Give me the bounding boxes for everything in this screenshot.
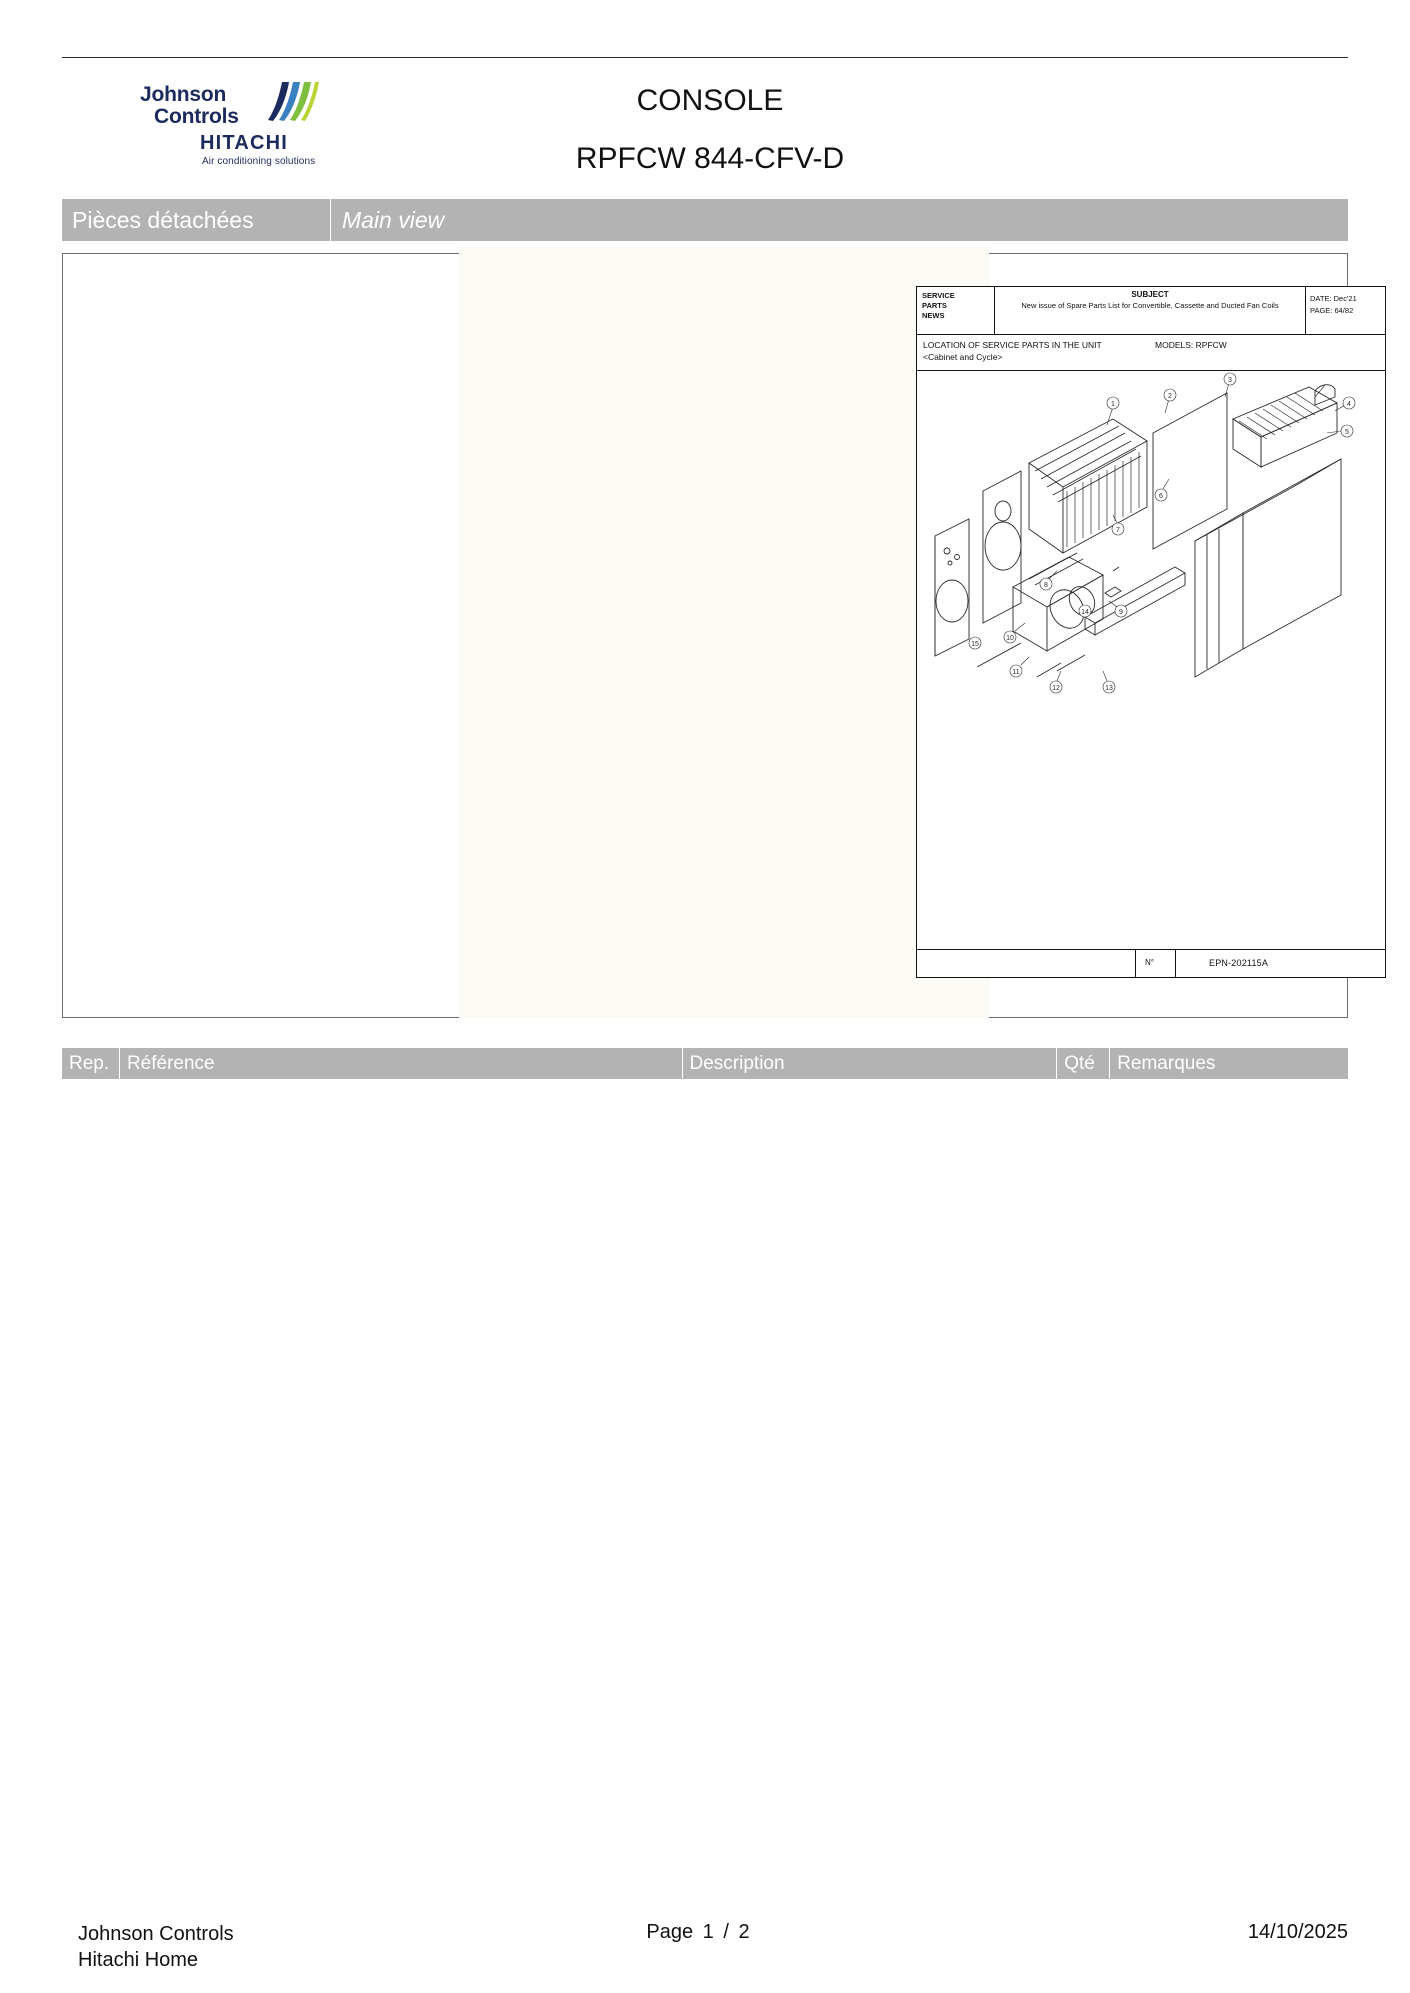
footer-page-separator: / <box>723 1921 729 1943</box>
svg-text:10: 10 <box>1006 635 1014 642</box>
svg-text:13: 13 <box>1105 685 1113 692</box>
models-info <box>1155 339 1227 351</box>
column-header-description: Description <box>689 1052 785 1074</box>
drawing-frame <box>62 253 1357 1018</box>
footer-company-line2: Hitachi Home <box>78 1949 199 1971</box>
bottom-divider-1 <box>1135 950 1136 978</box>
titleblock-top-row <box>917 287 1385 335</box>
footer-page-current: 1 <box>702 1921 714 1943</box>
drawing-canvas <box>459 247 1357 1019</box>
doctype-line3: NEWS <box>922 311 945 320</box>
brand-tagline: Air conditioning solutions <box>202 156 316 167</box>
svg-text:15: 15 <box>971 641 979 648</box>
svg-text:1: 1 <box>1111 401 1115 408</box>
subject-label: SUBJECT <box>1131 290 1169 299</box>
footer-date: 14/10/2025 <box>1247 1921 1348 1943</box>
page-subtitle: RPFCW 844-CFV-D <box>575 142 845 175</box>
subject-text: New issue of Spare Parts List for Convertible, Cassette and Ducted Fan Coils <box>1021 301 1279 310</box>
svg-text:9: 9 <box>1119 609 1123 616</box>
date-label: DATE: <box>1310 294 1332 303</box>
drawing-number-label: N° <box>1145 958 1154 967</box>
column-header-remarks: Remarques <box>1117 1052 1216 1074</box>
titleblock-subject <box>995 287 1306 335</box>
header-rule <box>62 57 1348 58</box>
section-bar <box>62 199 1348 241</box>
footer-pagination <box>500 1921 900 1944</box>
svg-text:11: 11 <box>1012 669 1020 676</box>
page-label: PAGE: <box>1310 306 1333 315</box>
svg-text:14: 14 <box>1081 609 1089 616</box>
hitachi-wordmark: HITACHI <box>200 132 289 154</box>
technical-drawing-sheet <box>916 286 1386 978</box>
doctype-line2: PARTS <box>922 301 947 310</box>
date-value: Dec'21 <box>1333 294 1357 303</box>
footer-company-line1: Johnson Controls <box>78 1923 234 1945</box>
brand-name-line1: Johnson <box>140 83 227 106</box>
brand-logo <box>140 78 330 176</box>
svg-text:12: 12 <box>1052 685 1060 692</box>
titleblock-date-page <box>1306 287 1386 335</box>
doctype-line1: SERVICE <box>922 291 955 300</box>
footer-page-label: Page <box>646 1921 694 1943</box>
footer-company <box>78 1921 234 1973</box>
date-row <box>1310 293 1386 305</box>
svg-text:4: 4 <box>1347 401 1351 408</box>
brand-name <box>140 84 239 128</box>
brand-name-line2: Controls <box>154 105 239 128</box>
section-label-parts: Pièces détachées <box>72 206 254 233</box>
column-header-qty: Qté <box>1064 1052 1095 1074</box>
models-label: MODELS: <box>1155 340 1194 350</box>
svg-text:6: 6 <box>1159 493 1163 500</box>
page-row <box>1310 305 1386 317</box>
svg-text:8: 8 <box>1044 582 1048 589</box>
svg-text:2: 2 <box>1168 393 1172 400</box>
drawing-number-value: EPN-202115A <box>1209 958 1269 968</box>
footer-page-total: 2 <box>738 1921 750 1943</box>
location-line2: <Cabinet and Cycle> <box>923 352 1003 362</box>
bottom-divider-2 <box>1175 950 1176 978</box>
svg-text:7: 7 <box>1116 527 1120 534</box>
svg-text:5: 5 <box>1345 429 1349 436</box>
svg-text:3: 3 <box>1228 377 1232 384</box>
titleblock-bottom-row <box>917 949 1385 977</box>
exploded-assembly-diagram <box>917 371 1385 791</box>
column-header-reference: Référence <box>126 1052 215 1074</box>
location-line1: LOCATION OF SERVICE PARTS IN THE UNIT <box>923 340 1102 350</box>
models-value: RPFCW <box>1195 340 1227 350</box>
parts-table-header <box>62 1048 1348 1079</box>
titleblock-location-row <box>917 335 1385 371</box>
titleblock-doctype <box>917 287 995 335</box>
page-title: CONSOLE <box>636 84 784 117</box>
swoosh-icon <box>262 80 320 124</box>
column-header-rep: Rep. <box>69 1052 110 1074</box>
page-value: 64/82 <box>1334 306 1354 315</box>
section-label-view: Main view <box>342 206 445 233</box>
